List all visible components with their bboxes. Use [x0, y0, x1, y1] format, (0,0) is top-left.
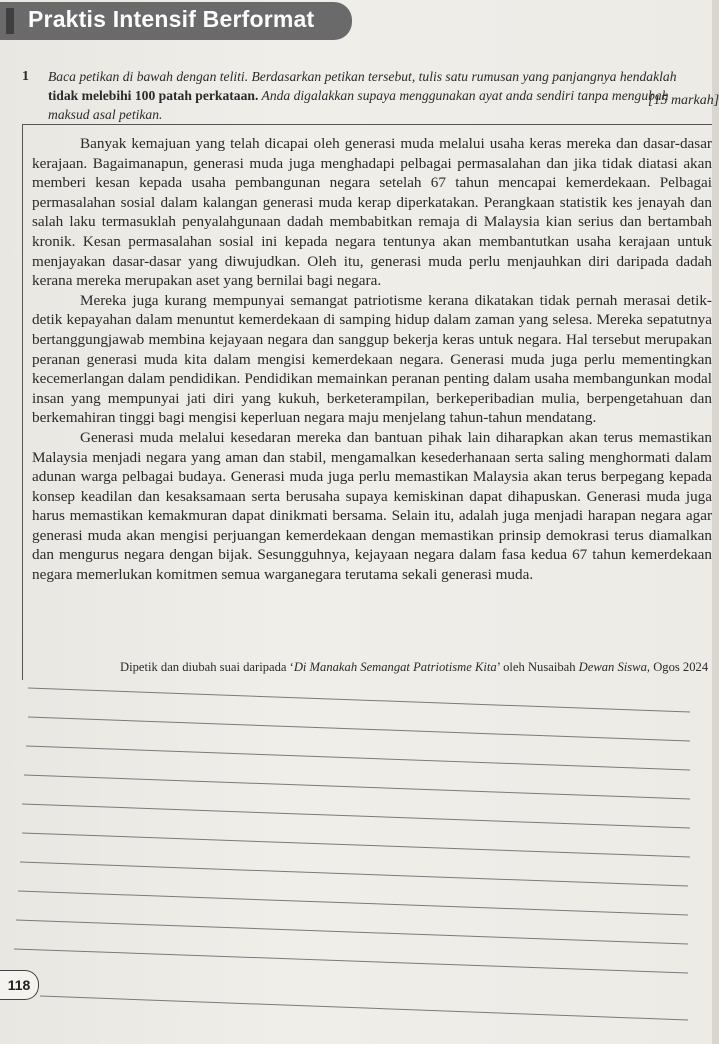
instruction-line-3: maksud asal petikan. — [48, 107, 163, 122]
answer-line[interactable] — [24, 775, 690, 799]
answer-line[interactable] — [26, 746, 690, 770]
source-prefix: Dipetik dan diubah suai daripada ‘ — [120, 660, 294, 674]
section-title: Praktis Intensif Berformat — [28, 6, 315, 32]
source-end: , Ogos 2024 — [646, 660, 709, 674]
source-title: Di Manakah Semangat Patriotisme Kita — [293, 660, 497, 674]
answer-line[interactable] — [18, 891, 688, 915]
passage-paragraph-1: Banyak kemajuan yang telah dicapai oleh generasi muda melalui usaha keras mereka dan dasar-dasar kerajaan. Bagaimanapun, generasi muda juga menghadapi pelbagai permasalahan dan jika tidak diatasi akan memberi kesan kepada usaha pembangunan negara setelah 67 tahun mencapai kemerdekaan. Pelbagai permasalahan sosial dalam kalangan generasi muda kerap diperkatakan. Perangkaan statistik kes jenayah dan salah laku termasuklah penyalahgunaan dadah membabitkan remaja di Malaysia kian serius dan bertambah kronik. Kesan permasalahan sosial ini kepada negara tentunya akan membantutkan usaha kerajaan untuk menjayakan dasar-dasar yang diwujudkan. Oleh itu, generasi muda perlu menjauhkan diri daripada dadah kerana mereka merupakan aset yang bernilai bagi negara. — [32, 135, 712, 290]
source-publisher: Dewan Siswa — [578, 660, 647, 674]
answer-line[interactable] — [28, 688, 690, 712]
answer-line[interactable] — [28, 717, 690, 741]
instruction-line-1: Baca petikan di bawah dengan teliti. Berdasarkan petikan tersebut, tulis satu rumusan yang panjangnya hendaklah — [48, 69, 677, 84]
instruction-line-2-rest: Anda digalakkan supaya menggunakan ayat anda sendiri tanpa mengubah — [258, 88, 669, 103]
page-number: 118 — [0, 970, 39, 1000]
answer-line[interactable] — [22, 833, 690, 857]
answer-line[interactable] — [20, 862, 688, 886]
answer-line[interactable] — [14, 949, 688, 973]
answer-line[interactable] — [40, 996, 688, 1020]
source-suffix: ’ oleh Nusaibah — [496, 660, 579, 674]
answer-line[interactable] — [16, 920, 688, 944]
answer-line[interactable] — [22, 804, 690, 828]
word-limit-text: tidak melebihi 100 patah perkataan. — [48, 88, 259, 103]
question-number: 1 — [22, 69, 29, 84]
marks-label: [15 markah] — [648, 93, 719, 108]
passage-paragraph-3: Generasi muda melalui kesedaran mereka dan bantuan pihak lain diharapkan akan terus memastikan Malaysia menjadi negara yang aman dan stabil, mengamalkan kesederhanaan serta saling menghormati dalam adunan warga pelbagai budaya. Generasi muda juga perlu memastikan Malaysia akan terus berpegang kepada konsep keadilan dan kesaksamaan serta berusaha supaya kemiskinan dapat dihapuskan. Generasi muda juga harus memastikan kemakmuran dapat dinikmati bersama. Selain itu, adalah juga menjadi harapan negara agar generasi muda akan mengisi perjuangan kemerdekaan dengan memastikan prinsip demokrasi terus diamalkan dan mengurus negara dengan bijak. Sesungguhnya, kejayaan negara dalam fasa kedua 67 tahun kemerdekaan negara memerlukan komitmen semua warganegara terutama sekali generasi muda. — [32, 428, 712, 584]
passage-paragraph-2: Mereka juga kurang mempunyai semangat patriotisme kerana dikatakan tidak pernah merasai detik-detik kepayahan dalam menuntut kemerdekaan di samping hidup dalam zaman yang selesa. Mereka sepatutnya bertanggungjawab membina kejayaan negara dan sanggup bekerja keras untuk negara. Hal tersebut merupakan peranan generasi muda kita dalam mengisi kemerdekaan negara. Generasi muda juga perlu mementingkan kecemerlangan dalam pendidikan. Pendidikan memainkan peranan penting dalam usaha membangunkan modal insan yang mempunyai jati diri yang kukuh, berketerampilan, berkeperibadian mulia, berpengetahuan dan berkemahiran tinggi bagi mengisi keperluan negara maju menjelang tahun-tahun mendatang. — [32, 291, 712, 427]
